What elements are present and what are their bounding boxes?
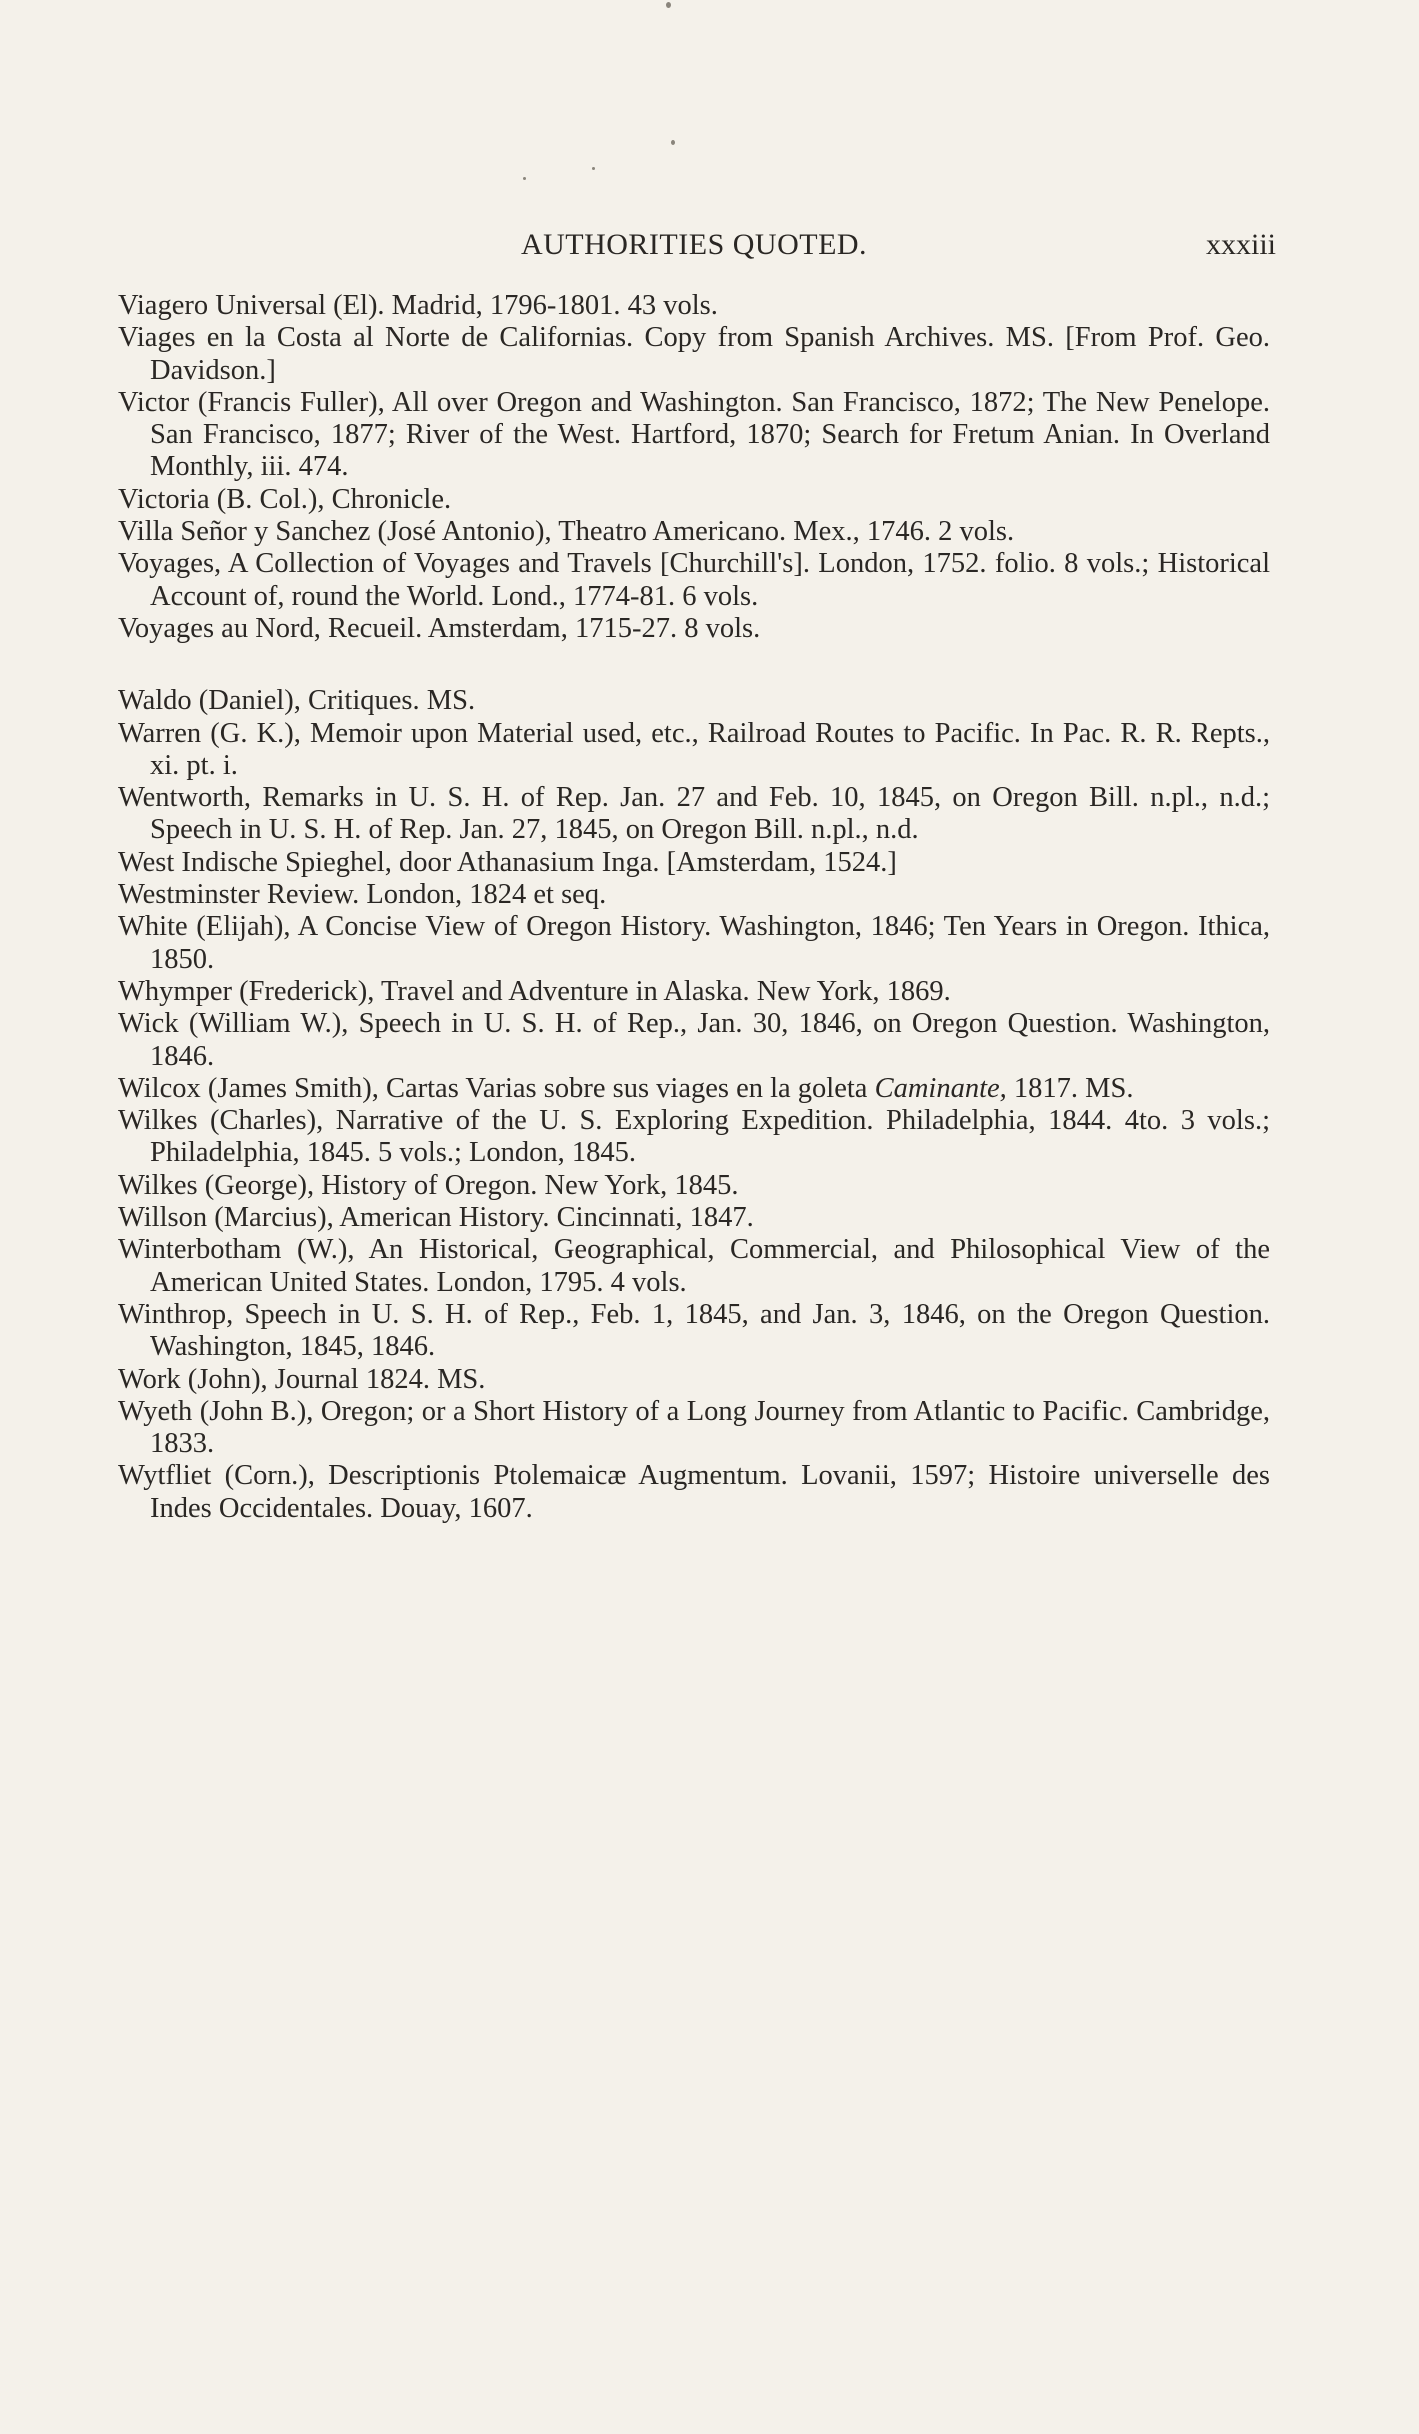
bibliography-list (118, 290, 1270, 1525)
bibliography-entry: Winterbotham (W.), An Historical, Geographical, Commercial, and Philosophical View of the American United States. London, 1795. 4 vols. (118, 1234, 1270, 1298)
bibliography-entry: White (Elijah), A Concise View of Oregon History. Washington, 1846; Ten Years in Oregon. Ithica, 1850. (118, 911, 1270, 975)
scan-speck (671, 140, 675, 145)
scan-speck (666, 2, 671, 8)
entry-text: Wilcox (James Smith), Cartas Varias sobre sus viages en la goleta (118, 1072, 875, 1104)
bibliography-entry: Victor (Francis Fuller), All over Oregon and Washington. San Francisco, 1872; The New Penelope. San Francisco, 1877; River of the West. Hartford, 1870; Search for Fretum Anian. In Overland Monthly, iii. 474. (118, 386, 1270, 483)
page-title: AUTHORITIES QUOTED. (520, 228, 868, 261)
scan-speck (592, 167, 595, 170)
vessel-name: Caminante, (874, 1072, 1007, 1104)
bibliography-entry: Westminster Review. London, 1824 et seq. (118, 879, 607, 911)
bibliography-entry: Viages en la Costa al Norte de Californias. Copy from Spanish Archives. MS. [From Prof. Geo. Davidson.] (118, 322, 1270, 386)
bibliography-entry: Voyages, A Collection of Voyages and Travels [Churchill's]. London, 1752. folio. 8 vols.; Historical Account of, round the World. Lond., 1774-81. 6 vols. (118, 548, 1270, 612)
bibliography-entry: Work (John), Journal 1824. MS. (118, 1363, 486, 1395)
bibliography-entry: Waldo (Daniel), Critiques. MS. (118, 685, 476, 717)
bibliography-entry: Voyages au Nord, Recueil. Amsterdam, 1715-27. 8 vols. (118, 612, 761, 644)
bibliography-entry: Victoria (B. Col.), Chronicle. (118, 483, 452, 515)
entry-text: 1817. MS. (1006, 1072, 1134, 1104)
section-gap (118, 645, 1270, 685)
bibliography-entry: Wilkes (Charles), Narrative of the U. S. Exploring Expedition. Philadelphia, 1844. 4to. 3 vols.; Philadelphia, 1845. 5 vols.; London, 1845. (118, 1105, 1270, 1169)
bibliography-entry: Winthrop, Speech in U. S. H. of Rep., Feb. 1, 1845, and Jan. 3, 1846, on the Oregon Question. Washington, 1845, 1846. (118, 1298, 1270, 1363)
running-head (118, 222, 1276, 270)
bibliography-entry: Wytfliet (Corn.), Descriptionis Ptolemaicæ Augmentum. Lovanii, 1597; Histoire universelle des Indes Occidentales. Douay, 1607. (118, 1460, 1270, 1524)
bibliography-entry: Willson (Marcius), American History. Cincinnati, 1847. (118, 1202, 754, 1234)
page-number: xxxiii (1205, 228, 1276, 261)
bibliography-entry: Viagero Universal (El). Madrid, 1796-1801. 43 vols. (118, 290, 718, 321)
bibliography-entry: Wentworth, Remarks in U. S. H. of Rep. Jan. 27 and Feb. 10, 1845, on Oregon Bill. n.pl., n.d.; Speech in U. S. H. of Rep. Jan. 27, 1845, on Oregon Bill. n.pl., n.d. (118, 782, 1270, 846)
bibliography-entry: West Indische Spieghel, door Athanasium Inga. [Amsterdam, 1524.] (118, 846, 897, 878)
bibliography-entry: Villa Señor y Sanchez (José Antonio), Theatro Americano. Mex., 1746. 2 vols. (118, 516, 1015, 548)
bibliography-entry: Whymper (Frederick), Travel and Adventure in Alaska. New York, 1869. (118, 975, 951, 1007)
bibliography-entry: Wilkes (George), History of Oregon. New York, 1845. (118, 1169, 739, 1201)
bibliography-entry (118, 1073, 1270, 1105)
book-page (118, 222, 1276, 1525)
bibliography-entry: Warren (G. K.), Memoir upon Material used, etc., Railroad Routes to Pacific. In Pac. R. R. Repts., xi. pt. i. (118, 717, 1270, 781)
bibliography-entry: Wyeth (John B.), Oregon; or a Short History of a Long Journey from Atlantic to Pacific. Cambridge, 1833. (118, 1395, 1270, 1460)
scan-speck (523, 177, 526, 180)
bibliography-entry: Wick (William W.), Speech in U. S. H. of Rep., Jan. 30, 1846, on Oregon Question. Washington, 1846. (118, 1008, 1270, 1072)
